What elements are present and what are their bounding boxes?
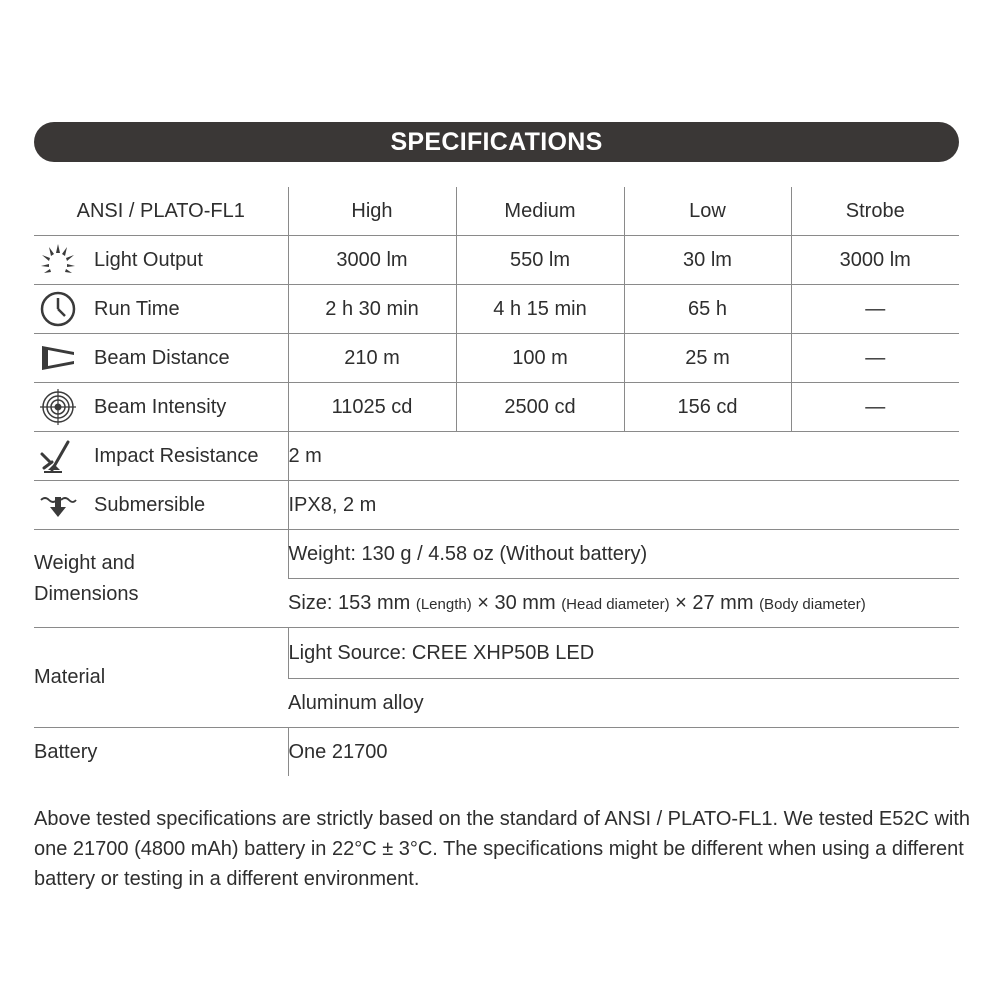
- beam-intensity-high: 11025 cd: [288, 383, 456, 432]
- beam-distance-high: 210 m: [288, 334, 456, 383]
- beam-distance-label: Beam Distance: [94, 346, 230, 369]
- beam-intensity-medium: 2500 cd: [456, 383, 624, 432]
- submersible-value: IPX8, 2 m: [288, 481, 959, 530]
- mode-medium: Medium: [456, 187, 624, 236]
- beam-distance-low: 25 m: [624, 334, 791, 383]
- beam-distance-medium: 100 m: [456, 334, 624, 383]
- light-output-high: 3000 lm: [288, 236, 456, 285]
- size-length-note: (Length): [415, 595, 472, 613]
- size-mid2: × 27 mm: [669, 591, 760, 614]
- size-prefix: Size: 153 mm: [288, 591, 416, 614]
- battery-value: One 21700: [288, 728, 959, 777]
- specifications-banner: [34, 122, 959, 162]
- table-row-beam-intensity: [34, 383, 959, 432]
- table-header-row: [34, 187, 959, 236]
- impact-icon: [38, 436, 78, 476]
- submersible-label: Submersible: [94, 493, 206, 516]
- beam-intensity-label: Beam Intensity: [94, 395, 227, 418]
- target-icon: [38, 387, 78, 427]
- beam-distance-icon: [38, 338, 78, 378]
- run-time-strobe: —: [791, 285, 959, 334]
- impact-resistance-label: Impact Resistance: [94, 444, 259, 467]
- weight-value: Weight: 130 g / 4.58 oz (Without battery): [288, 530, 959, 579]
- run-time-high: 2 h 30 min: [288, 285, 456, 334]
- material-label: Material: [34, 628, 288, 728]
- material-body-value: Aluminum alloy: [288, 679, 959, 728]
- footnote: Above tested specifications are strictly based on the standard of ANSI / PLATO-FL1. We tested E52C with one 21700 (4800 mAh) battery in 22°C ± 3°C. The specifications might be different when using a different battery or testing in a different environment.: [34, 808, 971, 890]
- table-row-weight: [34, 530, 959, 579]
- size-mid: × 30 mm: [471, 591, 562, 614]
- clock-icon: [38, 289, 78, 329]
- weight-dimensions-label-line2: Dimensions: [34, 582, 139, 605]
- table-row-submersible: [34, 481, 959, 530]
- size-body-note: (Body diameter): [759, 595, 866, 613]
- specifications-table: [34, 187, 959, 776]
- table-row-run-time: [34, 285, 959, 334]
- beam-distance-strobe: —: [791, 334, 959, 383]
- table-row-beam-distance: [34, 334, 959, 383]
- run-time-medium: 4 h 15 min: [456, 285, 624, 334]
- impact-resistance-value: 2 m: [288, 432, 959, 481]
- table-row-battery: [34, 728, 959, 777]
- light-output-medium: 550 lm: [456, 236, 624, 285]
- size-head-note: (Head diameter): [561, 595, 670, 613]
- beam-intensity-low: 156 cd: [624, 383, 791, 432]
- light-output-strobe: 3000 lm: [791, 236, 959, 285]
- banner-title: SPECIFICATIONS: [390, 127, 603, 156]
- light-output-label: Light Output: [94, 248, 203, 271]
- table-row-light-source: [34, 628, 959, 679]
- table-row-impact-resistance: [34, 432, 959, 481]
- run-time-low: 65 h: [624, 285, 791, 334]
- mode-high: High: [288, 187, 456, 236]
- mode-low: Low: [624, 187, 791, 236]
- weight-dimensions-label-line1: Weight and: [34, 551, 135, 574]
- battery-label: Battery: [34, 740, 98, 763]
- beam-intensity-strobe: —: [791, 383, 959, 432]
- standard-label: ANSI / PLATO-FL1: [34, 187, 288, 236]
- weight-dimensions-label: [34, 530, 288, 628]
- run-time-label: Run Time: [94, 297, 180, 320]
- table-row-light-output: [34, 236, 959, 285]
- light-source-value: Light Source: CREE XHP50B LED: [288, 628, 959, 679]
- light-burst-icon: [38, 240, 78, 280]
- submersible-icon: [38, 485, 78, 525]
- size-value: [288, 579, 959, 628]
- mode-strobe: Strobe: [791, 187, 959, 236]
- light-output-low: 30 lm: [624, 236, 791, 285]
